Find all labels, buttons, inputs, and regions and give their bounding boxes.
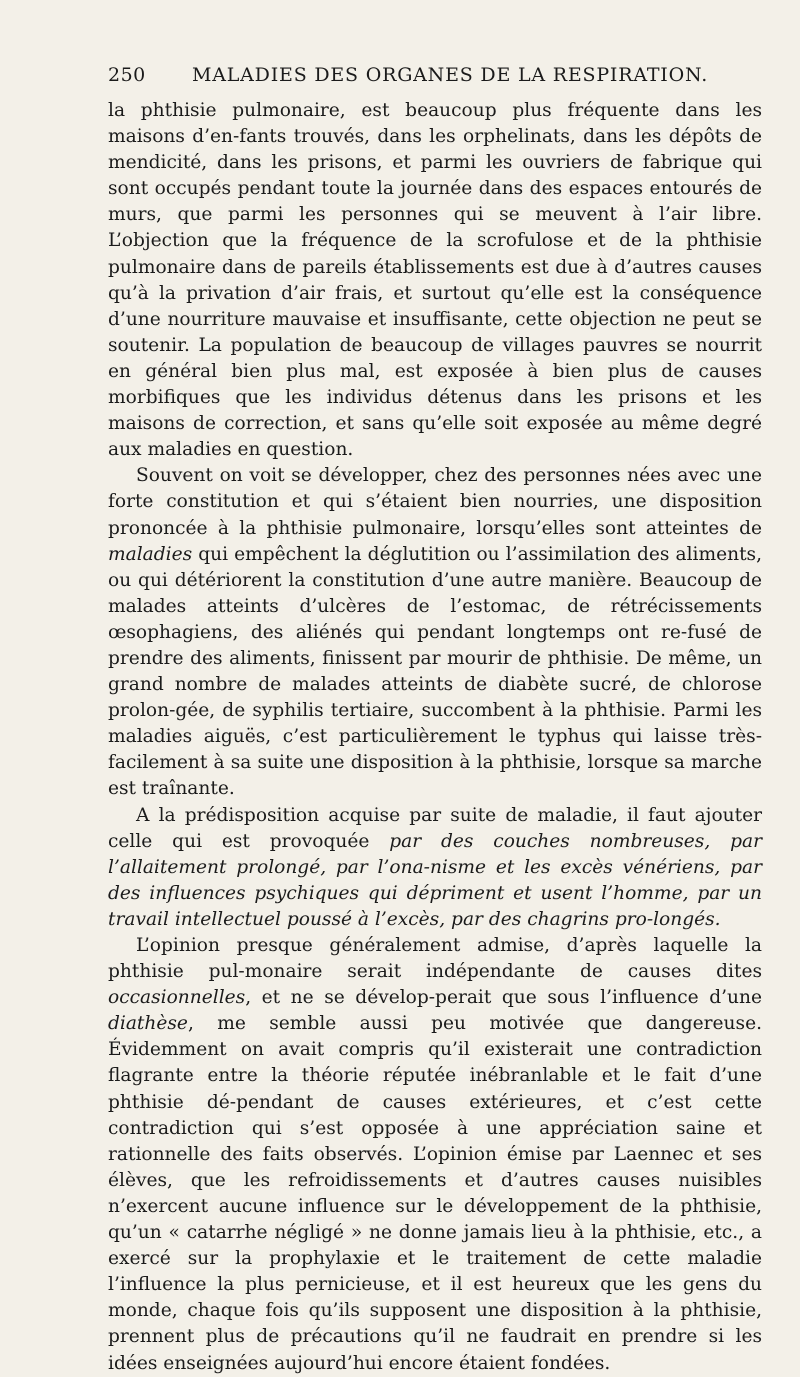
text-run: la phthisie pulmonaire, est beaucoup plus fréquente dans les maisons d’en-fants trouvés, dans les orphelinats, dans les dépôts de mendicité, dans les prisons, et parmi les ouvriers de fabrique qui sont occupés pendant toute la journée dans des espaces entourés de murs, que parmi les personnes qui se meuvent à l’air libre. L’objection que la fréquence de la scrofulose et de la phthisie pulmonaire dans de pareils établissements est due à d’autres causes qu’à la privation d’air frais, et surtout qu’elle est la conséquence d’une nourriture mauvaise et insuffisante, cette objection ne peut se soutenir. La population de beaucoup de villages pauvres se nourrit en général bien plus mal, est exposée à bien plus de causes morbifiques que les individus détenus dans les prisons et les maisons de correction, et sans qu’elle soit exposée au même degré aux maladies en question.: [108, 100, 762, 461]
italic-text: diathèse: [108, 1013, 188, 1035]
paragraph: [108, 98, 762, 463]
italic-text: occasionnelles: [108, 987, 246, 1009]
paragraph: [108, 933, 762, 1377]
body-text: [108, 98, 762, 1377]
paragraph: [108, 463, 762, 802]
text-run: qui empêchent la déglutition ou l’assimilation des aliments, ou qui détériorent la constitution d’une autre manière. Beaucoup de malades atteints d’ulcères de l’estomac, de rétrécissements œsophagiens, des aliénés qui pendant longtemps ont re-fusé de prendre des aliments, finissent par mourir de phthisie. De même, un grand nombre de malades atteints de diabète sucré, de chlorose prolon-gée, de syphilis tertiaire, succombent à la phthisie. Parmi les maladies aiguës, c’est particulièrement le typhus qui laisse très-facilement à sa suite une disposition à la phthisie, lorsque sa marche est traînante.: [108, 543, 762, 800]
text-run: L’opinion presque généralement admise, d’après laquelle la phthisie pul-monaire serait indépendante de causes dites: [108, 935, 762, 983]
text-run: A la prédisposition acquise par suite de maladie, il faut ajouter celle qui est provoquée: [108, 804, 762, 852]
text-run: , et ne se dévelop-perait que sous l’influence d’une: [245, 987, 762, 1009]
italic-text: maladies: [108, 543, 193, 565]
page-number: 250: [108, 64, 146, 86]
text-run: Souvent on voit se développer, chez des personnes nées avec une forte constitution et qui s’étaient bien nourries, une disposition prononcée à la phthisie pulmonaire, lorsqu’elles sont atteintes de: [108, 465, 762, 539]
text-run: , me semble aussi peu motivée que dangereuse. Évidemment on avait compris qu’il existerait une contradiction flagrante entre la théorie réputée inébranlable et le fait d’une phthisie dé-pendant de causes extérieures, et c’est cette contradiction qui s’est opposée à une appréciation saine et rationnelle des faits observés. L’opinion émise par Laennec et ses élèves, que les refroidissements et d’autres causes nuisibles n’exercent aucune influence sur le développement de la phthisie, qu’un « catarrhe négligé » ne donne jamais lieu à la phthisie, etc., a exercé sur la prophylaxie et le traitement de cette maladie l’influence la plus pernicieuse, et il est heureux que les gens du monde, chaque fois qu’ils supposent une disposition à la phthisie, prennent plus de précautions qu’il ne faudrait en prendre si les idées enseignées aujourd’hui encore étaient fondées.: [108, 1013, 762, 1374]
paragraph: [108, 803, 762, 933]
italic-text: par des couches nombreuses, par l’allaitement prolongé, par l’ona-nisme et les excès vénériens, par des influences psychiques qui dépriment et usent l’homme, par un travail intellectuel poussé à l’excès, par des chagrins pro-longés.: [108, 830, 762, 930]
running-title: MALADIES DES ORGANES DE LA RESPIRATION.: [191, 64, 709, 86]
running-header: [108, 64, 762, 88]
